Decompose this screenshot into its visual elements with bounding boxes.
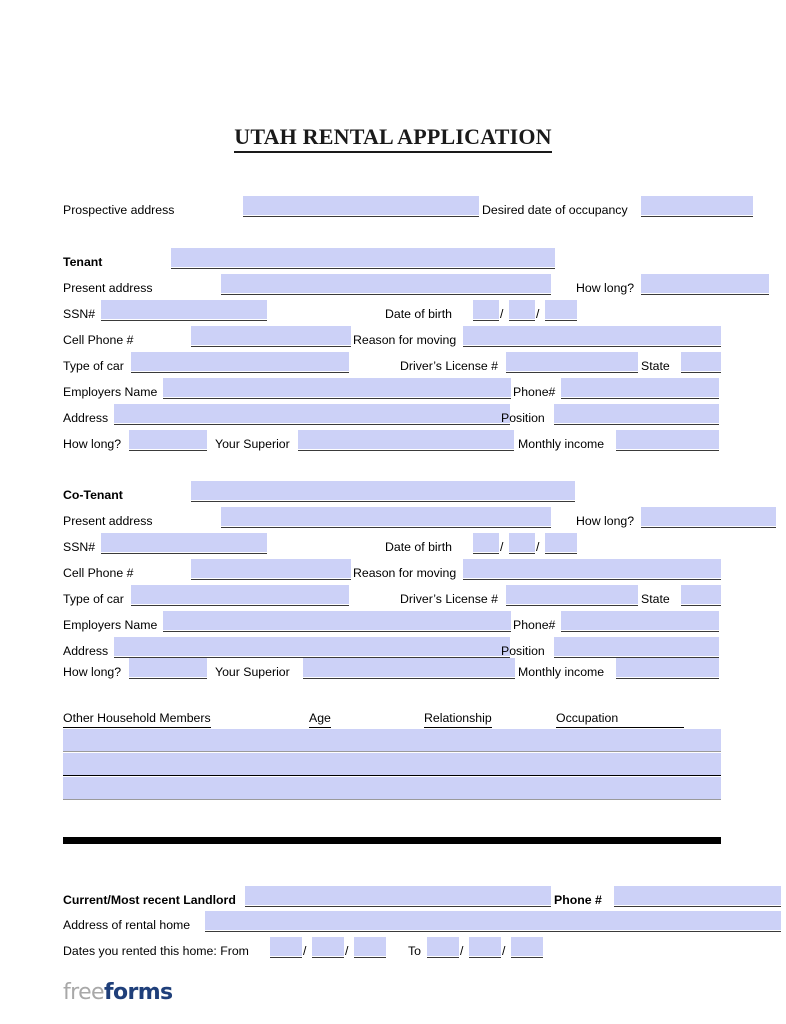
row-prospective-address [63, 196, 723, 218]
tenant-employers-name-field[interactable] [163, 378, 511, 397]
household-row-3-rule [63, 799, 721, 800]
household-row-3[interactable] [63, 777, 721, 799]
landlord-to-slash-1: / [460, 944, 464, 958]
row-cotenant-howlong-superior-income [63, 658, 723, 680]
tenant-dob-day-field[interactable] [509, 300, 535, 319]
row-tenant-present-address [63, 274, 723, 296]
page-title-text: UTAH RENTAL APPLICATION [234, 124, 552, 153]
cotenant-drivers-license-label: Driver’s License # [400, 592, 498, 606]
cotenant-employ-how-long-rule [129, 678, 207, 679]
tenant-cell-phone-field[interactable] [191, 326, 351, 345]
cotenant-how-long-rule [641, 527, 776, 528]
tenant-superior-field[interactable] [298, 430, 514, 449]
cotenant-reason-moving-field[interactable] [463, 559, 721, 578]
cotenant-dob-slash-1: / [500, 540, 504, 554]
cotenant-dob-year-field[interactable] [545, 533, 577, 552]
tenant-heading: Tenant [63, 255, 103, 269]
landlord-from-day-field[interactable] [312, 937, 344, 956]
tenant-name-field[interactable] [171, 248, 555, 267]
landlord-from-month-rule [270, 957, 302, 958]
tenant-ssn-rule [101, 320, 267, 321]
cotenant-drivers-license-rule [506, 605, 638, 606]
row-tenant-name [63, 248, 723, 270]
landlord-from-slash-2: / [345, 944, 349, 958]
cotenant-dob-year-rule [545, 553, 577, 554]
row-cotenant-name [63, 481, 723, 503]
tenant-reason-moving-rule [463, 346, 721, 347]
tenant-drivers-license-rule [506, 372, 638, 373]
cotenant-monthly-income-label: Monthly income [518, 665, 605, 679]
cotenant-dob-label: Date of birth [385, 540, 452, 554]
landlord-to-year-field[interactable] [511, 937, 543, 956]
row-cotenant-address-position [63, 637, 723, 659]
cotenant-superior-field[interactable] [303, 658, 515, 677]
tenant-position-field[interactable] [554, 404, 719, 423]
tenant-employ-how-long-rule [129, 450, 207, 451]
tenant-reason-moving-field[interactable] [463, 326, 721, 345]
landlord-from-slash-1: / [303, 944, 307, 958]
landlord-to-year-rule [511, 957, 543, 958]
tenant-dob-year-rule [545, 320, 577, 321]
household-col-members: Other Household Members [63, 711, 211, 728]
row-cotenant-present-address [63, 507, 723, 529]
landlord-from-day-rule [312, 957, 344, 958]
tenant-phone-field[interactable] [561, 378, 719, 397]
landlord-from-year-field[interactable] [354, 937, 386, 956]
row-cotenant-car-license [63, 585, 723, 607]
tenant-dob-month-field[interactable] [473, 300, 499, 319]
tenant-drivers-license-label: Driver’s License # [400, 359, 498, 373]
tenant-present-address-rule [221, 294, 551, 295]
tenant-cell-phone-rule [191, 346, 351, 347]
tenant-phone-label: Phone# [513, 385, 556, 399]
row-cotenant-cell-reason [63, 559, 723, 581]
tenant-dob-year-field[interactable] [545, 300, 577, 319]
cotenant-present-address-field[interactable] [221, 507, 551, 526]
tenant-dob-slash-2: / [536, 307, 540, 321]
prospective-address-field[interactable] [243, 196, 479, 215]
cotenant-heading: Co-Tenant [63, 488, 123, 502]
row-tenant-ssn-dob [63, 300, 723, 322]
household-row-2-rule [63, 775, 721, 776]
tenant-state-rule [681, 372, 721, 373]
tenant-monthly-income-field[interactable] [616, 430, 719, 449]
tenant-ssn-field[interactable] [101, 300, 267, 319]
cotenant-ssn-field[interactable] [101, 533, 267, 552]
tenant-ssn-label: SSN# [63, 307, 96, 321]
tenant-present-address-field[interactable] [221, 274, 551, 293]
cotenant-employers-name-label: Employers Name [63, 618, 158, 632]
cotenant-ssn-label: SSN# [63, 540, 96, 554]
cotenant-name-rule [191, 501, 575, 502]
tenant-how-long-field[interactable] [641, 274, 769, 293]
household-row-1-rule [63, 751, 721, 752]
cotenant-employ-how-long-label: How long? [63, 665, 122, 679]
cotenant-cell-phone-label: Cell Phone # [63, 566, 134, 580]
desired-date-label: Desired date of occupancy [482, 203, 628, 217]
row-landlord-name-phone [63, 886, 723, 908]
landlord-to-day-field[interactable] [469, 937, 501, 956]
cotenant-ssn-rule [101, 553, 267, 554]
tenant-type-of-car-rule [131, 372, 349, 373]
cotenant-present-address-label: Present address [63, 514, 153, 528]
row-tenant-cell-reason [63, 326, 723, 348]
cotenant-type-of-car-label: Type of car [63, 592, 124, 606]
cotenant-type-of-car-field[interactable] [131, 585, 349, 604]
landlord-name-rule [245, 906, 551, 907]
landlord-name-label: Current/Most recent Landlord [63, 893, 236, 907]
desired-date-rule [641, 216, 753, 217]
cotenant-position-label: Position [501, 644, 545, 658]
tenant-dob-slash-1: / [500, 307, 504, 321]
row-landlord-address [63, 911, 723, 933]
cotenant-dob-month-rule [473, 553, 499, 554]
cotenant-dob-day-field[interactable] [509, 533, 535, 552]
cotenant-name-field[interactable] [191, 481, 575, 500]
tenant-name-rule [171, 268, 555, 269]
cotenant-phone-field[interactable] [561, 611, 719, 630]
section-divider [63, 837, 721, 844]
tenant-type-of-car-field[interactable] [131, 352, 349, 371]
landlord-phone-field[interactable] [614, 886, 781, 905]
household-col-age: Age [309, 711, 331, 728]
tenant-dob-day-rule [509, 320, 535, 321]
tenant-position-rule [554, 424, 719, 425]
tenant-address-label: Address [63, 411, 109, 425]
cotenant-how-long-field[interactable] [641, 507, 776, 526]
landlord-address-field[interactable] [205, 911, 781, 930]
tenant-employ-how-long-label: How long? [63, 437, 122, 451]
landlord-address-rule [205, 931, 781, 932]
cotenant-state-field[interactable] [681, 585, 721, 604]
desired-date-field[interactable] [641, 196, 753, 215]
cotenant-superior-label: Your Superior [215, 665, 290, 679]
cotenant-cell-phone-field[interactable] [191, 559, 351, 578]
logo-free-text: free [63, 980, 104, 1005]
row-tenant-howlong-superior-income [63, 430, 723, 452]
page-title [0, 124, 786, 150]
tenant-position-label: Position [501, 411, 545, 425]
landlord-to-day-rule [469, 957, 501, 958]
tenant-phone-rule [561, 398, 719, 399]
logo-forms-text: forms [103, 980, 173, 1005]
cotenant-dob-month-field[interactable] [473, 533, 499, 552]
cotenant-type-of-car-rule [131, 605, 349, 606]
landlord-to-slash-2: / [502, 944, 506, 958]
tenant-cell-phone-label: Cell Phone # [63, 333, 134, 347]
cotenant-employers-name-rule [163, 631, 511, 632]
row-landlord-dates [63, 937, 723, 959]
tenant-dob-month-rule [473, 320, 499, 321]
tenant-superior-label: Your Superior [215, 437, 290, 451]
cotenant-superior-rule [303, 678, 515, 679]
cotenant-employ-how-long-field[interactable] [129, 658, 207, 677]
tenant-address-field[interactable] [114, 404, 510, 423]
tenant-employ-how-long-field[interactable] [129, 430, 207, 449]
cotenant-present-address-rule [221, 527, 551, 528]
household-col-occupation: Occupation [556, 711, 684, 728]
prospective-address-rule [243, 216, 479, 217]
cotenant-position-field[interactable] [554, 637, 719, 656]
row-tenant-employer-phone [63, 378, 723, 400]
tenant-type-of-car-label: Type of car [63, 359, 124, 373]
cotenant-address-label: Address [63, 644, 109, 658]
row-cotenant-ssn-dob [63, 533, 723, 555]
cotenant-state-label: State [641, 592, 670, 606]
cotenant-phone-label: Phone# [513, 618, 556, 632]
row-tenant-car-license [63, 352, 723, 374]
tenant-drivers-license-field[interactable] [506, 352, 638, 371]
landlord-phone-label: Phone # [554, 893, 602, 907]
tenant-present-address-label: Present address [63, 281, 153, 295]
tenant-employers-name-label: Employers Name [63, 385, 158, 399]
cotenant-reason-moving-rule [463, 579, 721, 580]
cotenant-monthly-income-field[interactable] [616, 658, 719, 677]
tenant-employers-name-rule [163, 398, 511, 399]
cotenant-dob-day-rule [509, 553, 535, 554]
landlord-to-label: To [408, 944, 421, 958]
cotenant-how-long-label: How long? [576, 514, 635, 528]
cotenant-reason-moving-label: Reason for moving [353, 566, 457, 580]
landlord-from-year-rule [354, 957, 386, 958]
prospective-address-label: Prospective address [63, 203, 175, 217]
cotenant-phone-rule [561, 631, 719, 632]
landlord-dates-label: Dates you rented this home: From [63, 944, 249, 958]
tenant-monthly-income-label: Monthly income [518, 437, 605, 451]
cotenant-employers-name-field[interactable] [163, 611, 511, 630]
cotenant-address-field[interactable] [114, 637, 510, 656]
freeforms-logo [63, 980, 173, 1005]
tenant-state-field[interactable] [681, 352, 721, 371]
landlord-to-month-field[interactable] [427, 937, 459, 956]
tenant-how-long-rule [641, 294, 769, 295]
landlord-to-month-rule [427, 957, 459, 958]
tenant-address-rule [114, 424, 510, 425]
cotenant-dob-slash-2: / [536, 540, 540, 554]
row-cotenant-employer-phone [63, 611, 723, 633]
landlord-name-field[interactable] [245, 886, 551, 905]
landlord-phone-rule [614, 906, 781, 907]
household-row-1[interactable] [63, 729, 721, 751]
landlord-address-label: Address of rental home [63, 918, 191, 932]
cotenant-monthly-income-rule [616, 678, 719, 679]
cotenant-cell-phone-rule [191, 579, 351, 580]
landlord-from-month-field[interactable] [270, 937, 302, 956]
household-row-2[interactable] [63, 753, 721, 775]
tenant-how-long-label: How long? [576, 281, 635, 295]
tenant-monthly-income-rule [616, 450, 719, 451]
tenant-superior-rule [298, 450, 514, 451]
tenant-dob-label: Date of birth [385, 307, 452, 321]
cotenant-state-rule [681, 605, 721, 606]
tenant-state-label: State [641, 359, 670, 373]
row-tenant-address-position [63, 404, 723, 426]
cotenant-drivers-license-field[interactable] [506, 585, 638, 604]
household-col-relationship: Relationship [424, 711, 492, 728]
tenant-reason-moving-label: Reason for moving [353, 333, 457, 347]
